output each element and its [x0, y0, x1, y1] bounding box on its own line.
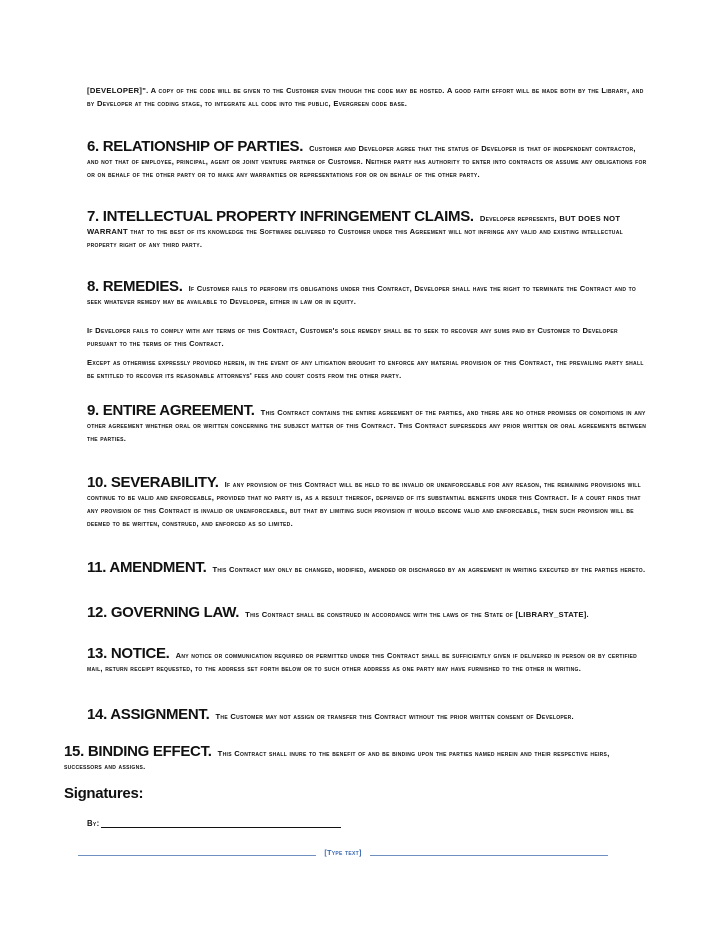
section-13-heading: 13. NOTICE. [87, 645, 170, 662]
section-13-body: Any notice or communication required or permitted under this Contract shall be sufficiently given if delivered in person or by certified mail, return receipt requested, to the address set forth below or to such other address as one party may have furnished to the other in writing. [87, 651, 638, 673]
section-8 [87, 280, 647, 308]
section-8-paragraph-2: If Developer fails to comply with any terms of this Contract, Customer's sole remedy shall be to seek to recover any sums paid by Customer to Developer pursuant to the terms of this Contract. [87, 326, 618, 348]
section-15-body: This Contract shall inure to the benefit of and be binding upon the parties named herein and their respective heirs, successors and assigns. [64, 749, 610, 771]
footer-right-rule [370, 849, 608, 856]
section-8-paragraph-3: Except as otherwise expressly provided herein, in the event of any litigation brought to enforce any material provision of this Contract, the prevailing party shall be entitled to recover its reasonable attorneys' fees and court costs from the other party. [87, 358, 644, 380]
section-9 [87, 404, 647, 445]
section-14-heading: 14. ASSIGNMENT. [87, 706, 210, 723]
section-6 [87, 140, 647, 181]
section-12 [87, 606, 647, 621]
footer-left-rule [78, 849, 316, 856]
signature-line [87, 818, 341, 828]
section-8-body: If Customer fails to perform its obligations under this Contract, Developer shall have the right to terminate the Contract and to seek whatever remedy may be available to Developer, either in law or in equity. [87, 284, 637, 306]
signature-rule [101, 818, 341, 828]
intro-paragraph: [DEVELOPER]". A copy of the code will be given to the Customer even though the code may be hosted. A good faith effort will be made both by the Library, and by Developer at the coding stage, to integrate all code into the public, Evergreen code base. [87, 86, 644, 108]
section-9-heading: 9. ENTIRE AGREEMENT. [87, 402, 255, 419]
section-6-heading: 6. RELATIONSHIP OF PARTIES. [87, 138, 304, 155]
section-10-body: If any provision of this Contract will be held to be invalid or unenforceable for any reason, the remaining provisions will continue to be valid and enforceable, provided that no party is, as a result thereof, deprived of its substantial benefits under this Contract. If a court finds that any provision of this Contract is invalid or unenforceable, but that by limiting such provision it would become valid and enforceable, then such provision will be deemed to be written, construed, and enforced as so limited. [87, 480, 642, 528]
by-label: By: [87, 819, 100, 828]
section-9-body: This Contract contains the entire agreement of the parties, and there are no other promises or conditions in any other agreement whether oral or written concerning the subject matter of this Contract. This Contract supersedes any prior written or oral agreements between the parties. [87, 408, 647, 443]
section-14 [87, 708, 647, 723]
section-11-heading: 11. AMENDMENT. [87, 559, 207, 576]
section-13 [87, 647, 647, 675]
page-footer [78, 848, 608, 857]
section-10 [87, 476, 647, 530]
section-15-heading: 15. BINDING EFFECT. [64, 743, 212, 760]
section-12-heading: 12. GOVERNING LAW. [87, 604, 240, 621]
section-15 [64, 745, 647, 773]
section-11-body: This Contract may only be changed, modified, amended or discharged by an agreement in writing executed by the parties hereto. [212, 565, 646, 574]
section-6-body: Customer and Developer agree that the status of Developer is that of independent contractor, and not that of employee, principal, agent or joint venture partner of Customer. Neither party has authority to enter into contracts or assume any obligations for or on behalf of the other party or to make any warranties or representations for or on behalf of the other party. [87, 144, 647, 179]
section-11 [87, 561, 647, 576]
section-10-heading: 10. SEVERABILITY. [87, 474, 219, 491]
footer-placeholder-text[interactable]: [Type text] [324, 848, 362, 857]
section-7-heading: 7. INTELLECTUAL PROPERTY INFRINGEMENT CLAIMS. [87, 208, 474, 225]
section-12-body: This Contract shall be construed in accordance with the laws of the State of [LIBRARY_STATE]. [245, 610, 589, 619]
section-14-body: The Customer may not assign or transfer this Contract without the prior written consent of Developer. [215, 712, 574, 721]
section-7 [87, 210, 647, 251]
section-8-heading: 8. REMEDIES. [87, 278, 183, 295]
section-7-body: Developer represents, BUT DOES NOT WARRANT that to the best of its knowledge the Software delivered to Customer under this Agreement will not infringe any valid and existing intellectual property right of any third party. [87, 214, 623, 249]
signatures-title: Signatures: [64, 785, 144, 802]
